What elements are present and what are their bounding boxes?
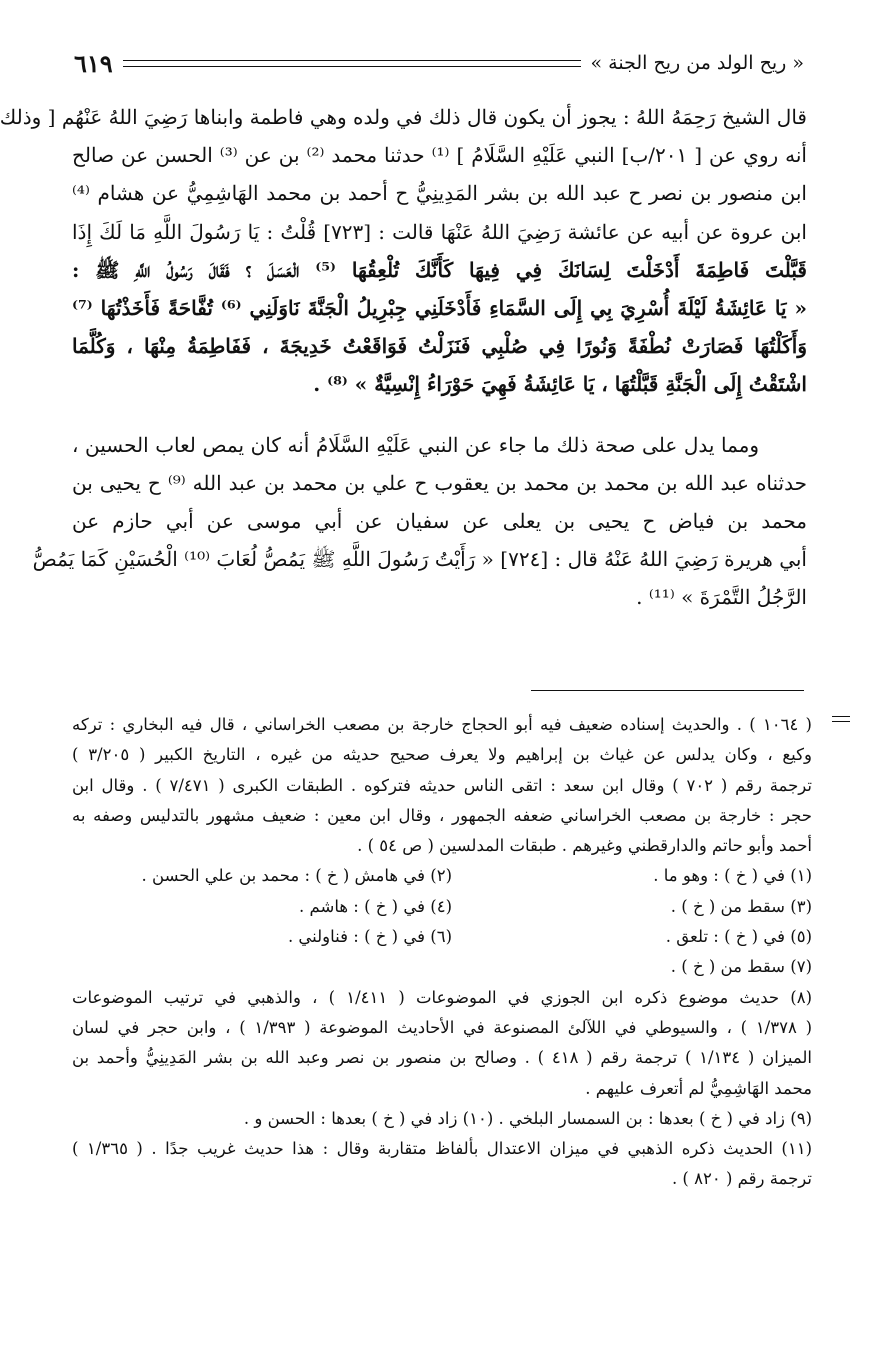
hadith-line: قَبَّلْتَ فَاطِمَةَ أَدْخَلْتَ لِسَانَكَ فِي فِيهَا كَأَنَّكَ تُلْعِقُهَا ⁽⁵⁾ الْعَسَلَ ؟ فَقَالَ رَسُولُ اللَّهِ ﷺ : bbox=[72, 257, 807, 282]
footnote-2: (٢) في هامش ( خ ) : محمد بن علي الحسن . bbox=[141, 866, 452, 886]
footnote-11-line: (١١) الحديث ذكره الذهبي في ميزان الاعتدال بألفاظ متقاربة وقال : هذا حديث غريب جدًا . ( ١/٣٦٥ ) bbox=[72, 1139, 812, 1159]
paragraph-gap bbox=[72, 404, 807, 426]
footnote-8-line: الميزان ( ١/١٣٤ ) ترجمة رقم ( ٤١٨ ) . وصالح بن منصور بن نصر وعبد الله بن بشر المَدِينِيُّ وأحمد بن bbox=[72, 1048, 813, 1068]
body-line: ومما يدل على صحة ذلك ما جاء عن النبي عَلَيْهِ السَّلَامُ أنه كان يمص لعاب الحسين ، bbox=[72, 432, 759, 457]
footnote-6: (٦) في ( خ ) : فناولني . bbox=[287, 927, 452, 947]
main-text bbox=[0, 98, 808, 616]
footnote-3: (٣) سقط من ( خ ) . bbox=[670, 896, 812, 916]
footnote-4: (٤) في ( خ ) : هاشم . bbox=[299, 896, 452, 916]
footnotes bbox=[72, 710, 812, 1195]
running-header bbox=[74, 44, 804, 82]
footnote-1: (١) في ( خ ) : وهو ما . bbox=[653, 866, 812, 886]
footnote-9-10: (٩) زاد في ( خ ) بعدها : بن السمسار البلخي . (١٠) زاد في ( خ ) بعدها : الحسن و . bbox=[243, 1108, 812, 1128]
footnote-line: أحمد وأبو حاتم والدارقطني وغيرهم . طبقات المدلسين ( ص ٥٤ ) . bbox=[357, 836, 812, 856]
footnote-11-line: ترجمة رقم ( ٨٢٠ ) . bbox=[671, 1169, 812, 1189]
body-line: الرَّجُلُ التَّمْرَةَ » ⁽¹¹⁾ . bbox=[636, 585, 807, 610]
footnote-8-line: ( ١/٣٧٨ ) ، والسيوطي في اللآلئ المصنوعة في الأحاديث الموضوعة ( ١/٣٩٣ ) ، وابن حجر في لسان bbox=[72, 1017, 813, 1037]
body-line: محمد بن فياض ح يحيى بن يعلى عن سفيان عن أبي موسى عن أبي حازم عن bbox=[72, 508, 807, 533]
body-line: أنه روي عن [ ٢٠١/ب] النبي عَلَيْهِ السَّلَامُ ] ⁽¹⁾ حدثنا محمد ⁽²⁾ بن عن ⁽³⁾ الحسن عن صالح bbox=[72, 143, 807, 168]
footnote-pair-row bbox=[72, 861, 812, 891]
footnote-pair-row bbox=[72, 952, 812, 982]
footnote-pair-row bbox=[72, 892, 812, 922]
body-line: قال الشيخ رَحِمَهُ اللهُ : يجوز أن يكون قال ذلك في ولده وهي فاطمة وابناها رَضِيَ اللهُ عَنْهُم [ وذلك bbox=[0, 105, 807, 129]
footnote-8-line: (٨) حديث موضوع ذكره ابن الجوزي في الموضوعات ( ١/٤١١ ) ، والذهبي في ترتيب الموضوعات bbox=[72, 987, 812, 1007]
hadith-line: اشْتَقْتُ إِلَى الْجَنَّةِ قَبَّلْتُهَا ، يَا عَائِشَةُ فَهِيَ حَوْرَاءُ إِنْسِيَّةٌ » ⁽⁸⁾ . bbox=[313, 372, 807, 397]
footnote-empty bbox=[92, 952, 452, 982]
running-title: « ريح الولد من ريح الجنة » bbox=[590, 52, 804, 74]
body-line: ابن عروة عن أبيه عن عائشة رَضِيَ اللهُ عَنْهَا قالت : [٧٢٣] قُلْتُ : يَا رَسُولَ اللَّهِ مَا لَكَ إِذَا bbox=[72, 219, 807, 244]
body-line: أبي هريرة رَضِيَ اللهُ عَنْهُ قال : [٧٢٤] « رَأَيْتُ رَسُولَ اللَّهِ ﷺ يَمُصُّ لُعَابَ ⁽¹⁰⁾ الْحُسَيْنِ كَمَا يَمُصُّ bbox=[32, 547, 807, 572]
footnote-pair-row bbox=[72, 922, 812, 952]
hadith-line: وَأَكَلْتُهَا فَصَارَتْ نُطْفَةً وَنُورًا فِي صُلْبِي فَنَزَلْتُ فَوَاقَعْتُ خَدِيجَةَ ، فَفَاطِمَةُ مِنْهَا ، وَكُلَّمَا bbox=[72, 334, 807, 359]
footnote-7: (٧) سقط من ( خ ) . bbox=[670, 957, 812, 977]
footnote-8-line: محمد الهَاشِمِيُّ لم أتعرف عليهم . bbox=[585, 1078, 812, 1098]
footnote-separator bbox=[531, 690, 804, 691]
body-line: حدثناه عبد الله بن محمد بن محمد بن يعقوب ح علي بن محمد بن عبد الله ⁽⁹⁾ ح يحيى بن bbox=[72, 470, 807, 495]
footnote-5: (٥) في ( خ ) : تلعق . bbox=[665, 927, 812, 947]
footnote-line: ترجمة رقم ( ٧٠٢ ) وقال ابن سعد : اتقى الناس حديثه فتركوه . الطبقات الكبرى ( ٧/٤٧١ ) . وقال ابن bbox=[72, 775, 812, 795]
footnote-continuation-mark bbox=[832, 716, 850, 722]
body-line: ابن منصور بن نصر ح عبد الله بن بشر المَدِينِيُّ ح أحمد بن محمد الهَاشِمِيُّ عن هشام ⁽⁴⁾ bbox=[72, 181, 807, 206]
hadith-line: « يَا عَائِشَةُ لَيْلَةَ أُسْرِيَ بِي إِلَى السَّمَاءِ فَأَدْخَلَنِي جِبْرِيلُ الْجَنَّةَ نَاوَلَنِي ⁽⁶⁾ تُفَّاحَةً فَأَخَذْتُهَا ⁽⁷⁾ bbox=[72, 295, 808, 320]
footnote-line: وكيع ، وكان يدلس عن غياث بن إبراهيم ولا يعرف صحيح حديثه من غيره ، التاريخ الكبير ( ٣/٢٠٥ ) bbox=[72, 745, 812, 765]
footnote-line: ( ١٠٦٤ ) . والحديث إسناده ضعيف فيه أبو الحجاج خارجة بن مصعب الخراساني ، قال فيه البخاري : تركه bbox=[72, 715, 812, 734]
page-number: ٦١٩ bbox=[74, 48, 113, 78]
header-rule bbox=[123, 60, 581, 67]
footnote-line: حجر : خارجة بن مصعب الخراساني ضعفه الجمهور ، وقال ابن معين : ضعيف مشهور بالتدليس وصفه به bbox=[72, 805, 812, 825]
